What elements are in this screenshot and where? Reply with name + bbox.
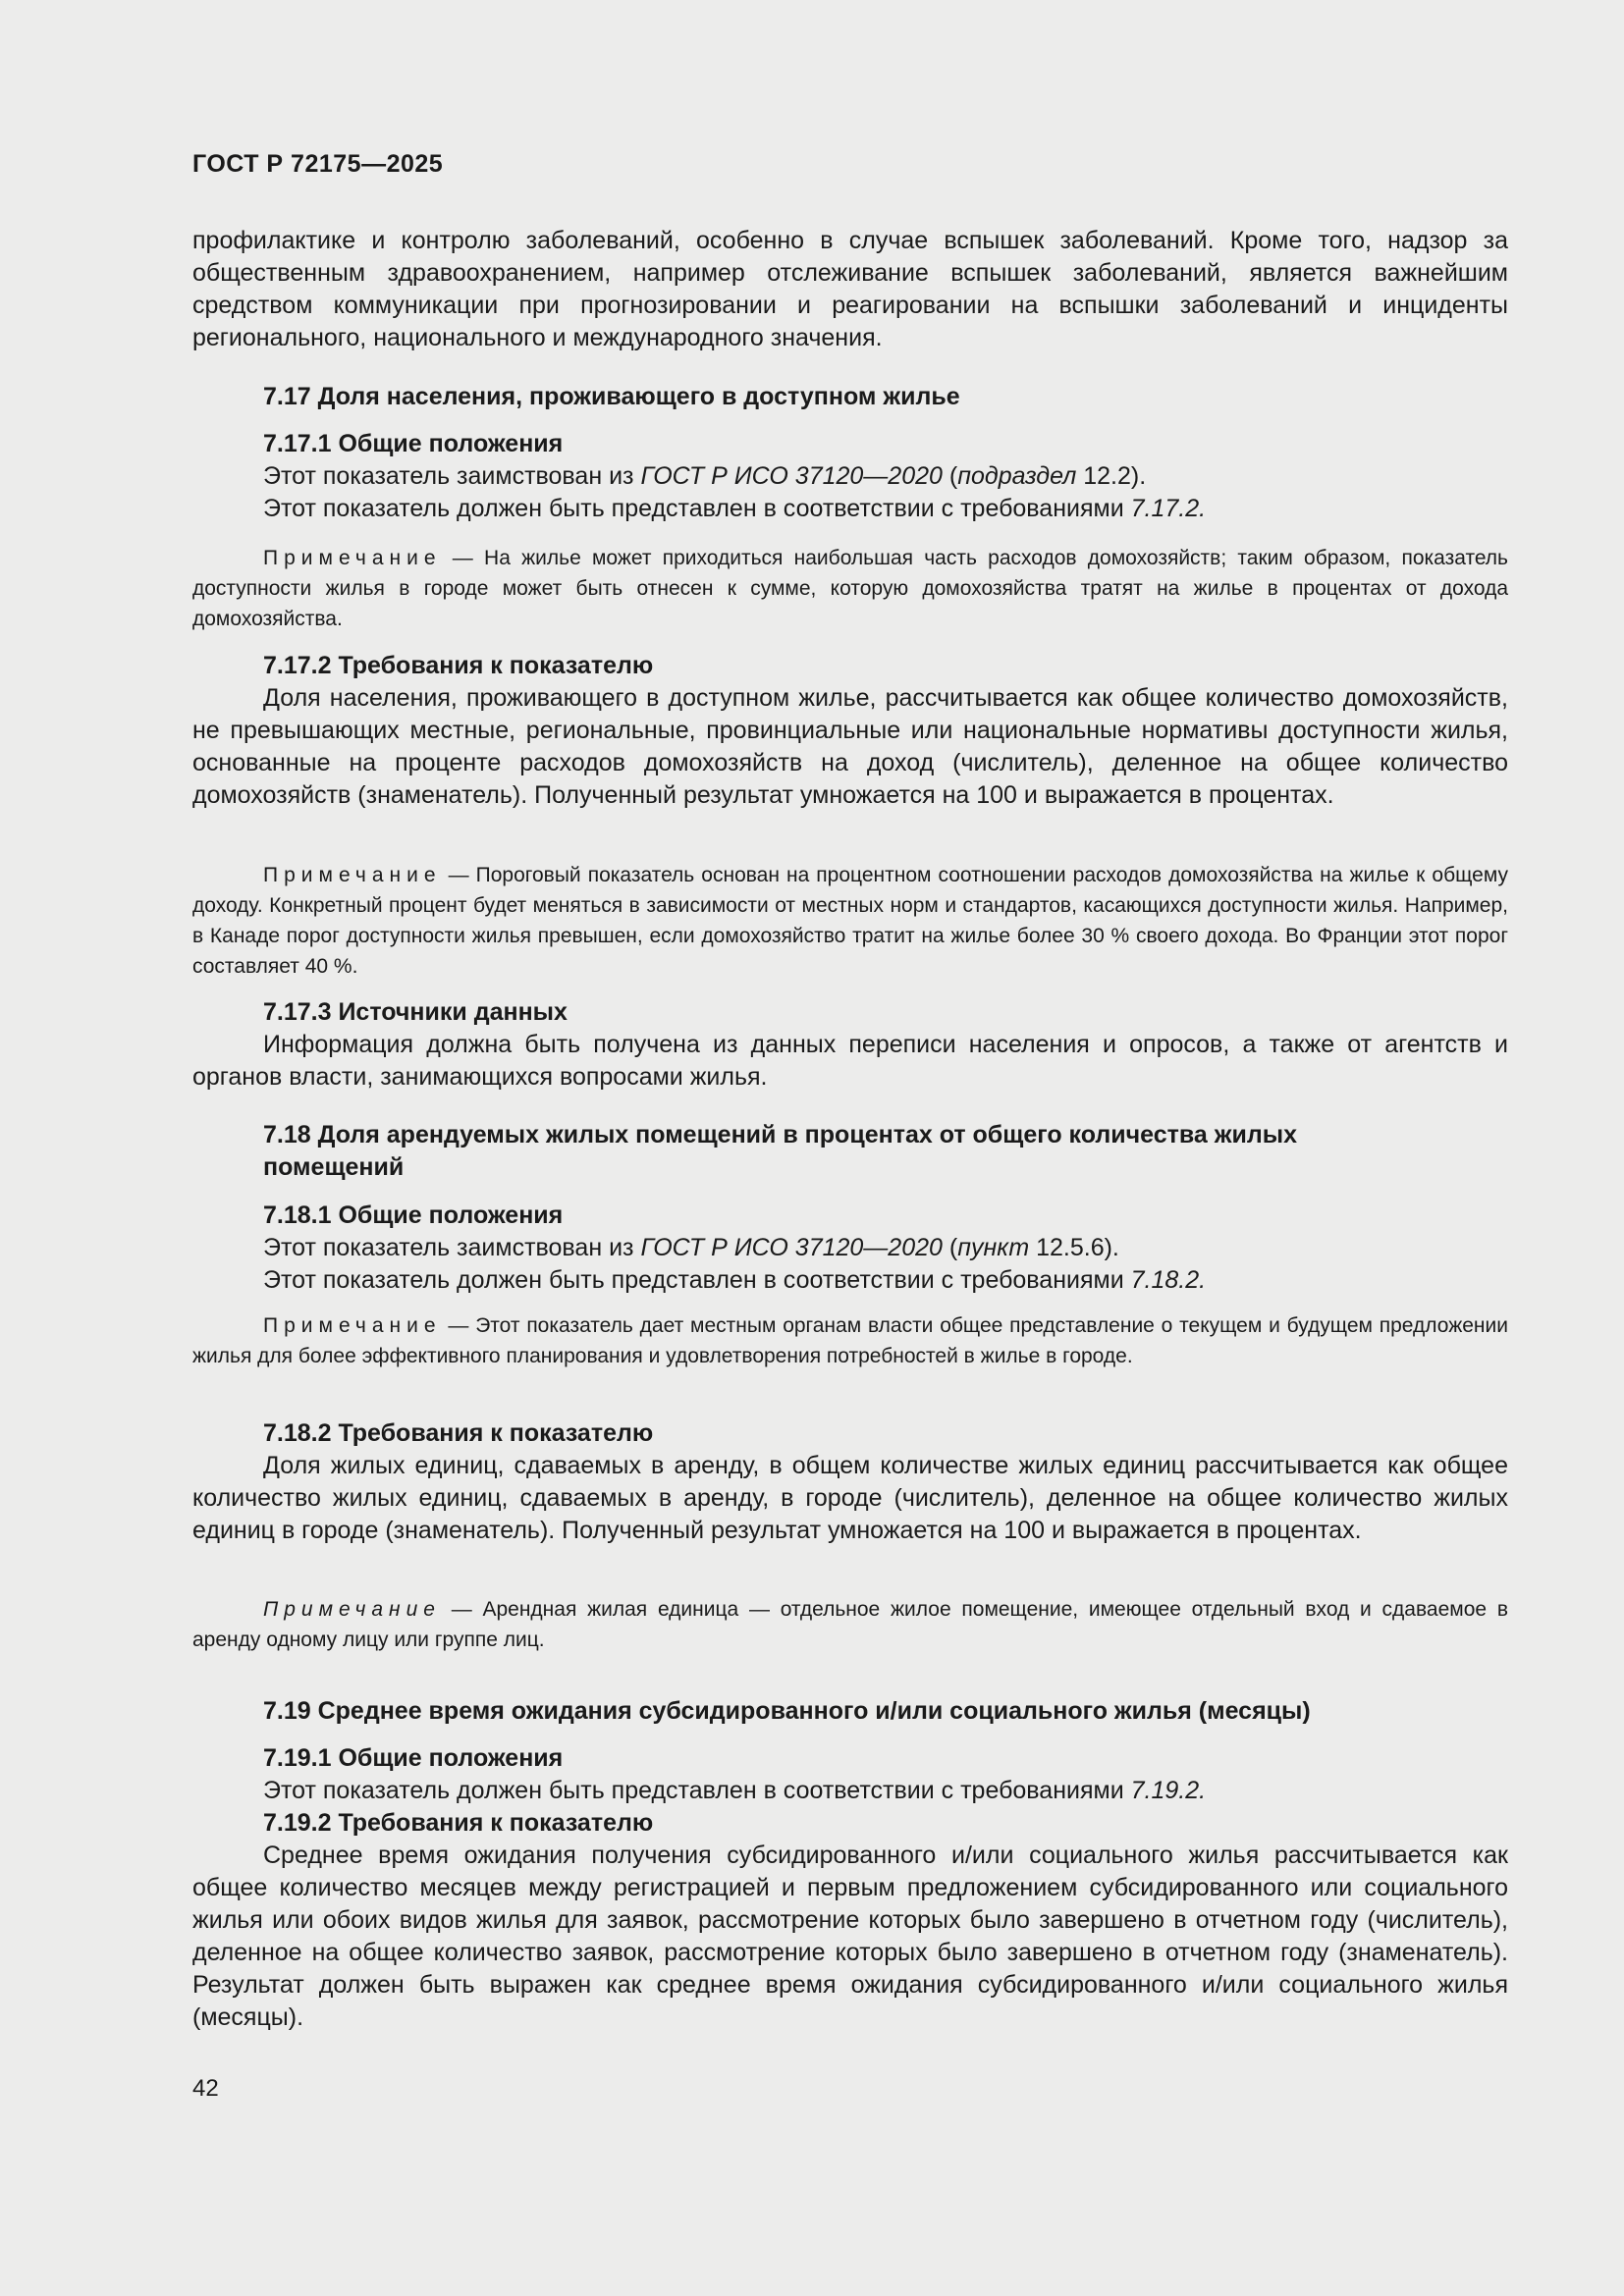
- subsection-title: 7.17.1 Общие положения: [263, 430, 564, 457]
- note-text: Примечание — На жилье может приходиться наибольшая часть расходов домохозяйств; таким образом, показатель доступности жилья в городе может быть отнесен к сумме, которую домохозяйства тратят на жилье в процентах от дохода домохозяйства.: [192, 547, 1508, 630]
- subsection-7-17-1: [192, 428, 1508, 525]
- subsection-title: 7.19.1 Общие положения: [263, 1744, 564, 1772]
- source-line: Этот показатель заимствован из ГОСТ Р ИСО 37120—2020 (подраздел 12.2).: [263, 462, 1147, 490]
- standard-reference: ГОСТ Р ИСО 37120—2020: [640, 462, 943, 490]
- requirement-text: Среднее время ожидания получения субсидированного и/или социального жилья рассчитывается как общее количество месяцев между регистрацией и первым предложением субсидированного или социального жилья или обоих видов жилья для заявок, рассмотрение которых было завершено в отчетном году (числитель), деленное на общее количество заявок, рассмотрение которых было завершено в отчетном году (знаменатель). Результат должен быть выражен как среднее время ожидания субсидированного и/или социального жилья (месяцы).: [192, 1842, 1508, 2031]
- section-7-18: [192, 1119, 1508, 1184]
- note-7-18-1: [192, 1310, 1508, 1371]
- subsection-title: 7.19.2 Требования к показателю: [263, 1809, 654, 1837]
- requirement-text: Доля населения, проживающего в доступном жилье, рассчитывается как общее количество домохозяйств, не превышающих местные, региональные, провинциальные или национальные нормативы доступности жилья, основанные на проценте расходов домохозяйств на доход (числитель), деленное на общее количество домохозяйств (знаменатель). Полученный результат умножается на 100 и выражается в процентах.: [192, 684, 1508, 809]
- clause-reference: 7.19.2.: [1130, 1777, 1207, 1804]
- subsection-title: 7.17.3 Источники данных: [263, 998, 568, 1026]
- requirement-line: Этот показатель должен быть представлен в соответствии с требованиями 7.18.2.: [263, 1266, 1207, 1294]
- requirement-line: Этот показатель должен быть представлен в соответствии с требованиями 7.19.2.: [263, 1777, 1207, 1804]
- note-7-17-1: [192, 543, 1508, 634]
- section-title: 7.19 Среднее время ожидания субсидированного и/или социального жилья (месяцы): [263, 1697, 1311, 1725]
- subsection-7-17-2: [192, 650, 1508, 812]
- note-7-18-2: [192, 1594, 1508, 1655]
- intro-text: профилактике и контролю заболеваний, особенно в случае вспышек заболеваний. Кроме того, надзор за общественным здравоохранением, например отслеживание вспышек заболеваний, является важнейшим средством коммуникации при прогнозировании и реагировании на вспышки заболеваний и инциденты регионального, национального и международного значения.: [192, 227, 1508, 351]
- requirement-line: Этот показатель должен быть представлен в соответствии с требованиями 7.17.2.: [263, 495, 1207, 522]
- note-label: Примечание: [263, 864, 442, 886]
- subsection-7-19: [192, 1742, 1508, 2034]
- note-7-17-2: [192, 860, 1508, 982]
- document-header: ГОСТ Р 72175—2025: [192, 150, 444, 178]
- section-title: 7.17 Доля населения, проживающего в доступном жилье: [263, 383, 960, 410]
- subsection-7-18-1: [192, 1200, 1508, 1297]
- data-sources-text: Информация должна быть получена из данных переписи населения и опросов, а также от агентств и органов власти, занимающихся вопросами жилья.: [192, 1031, 1508, 1091]
- section-title-line-1: 7.18 Доля арендуемых жилых помещений в процентах от общего количества жилых: [263, 1121, 1297, 1148]
- note-text: Примечание — Пороговый показатель основан на процентном соотношении расходов домохозяйства на жилье к общему доходу. Конкретный процент будет меняться в зависимости от местных норм и стандартов, касающихся доступности жилья. Например, в Канаде порог доступности жилья превышен, если домохозяйство тратит на жилье более 30 % своего дохода. Во Франции этот порог составляет 40 %.: [192, 864, 1508, 978]
- note-label: Примечание: [263, 1314, 442, 1337]
- subsection-title: 7.18.2 Требования к показателю: [263, 1419, 654, 1447]
- clause-reference: 7.17.2.: [1130, 495, 1207, 522]
- subsection-7-18-2: [192, 1417, 1508, 1547]
- intro-paragraph: [192, 225, 1508, 354]
- note-label: Примечание: [263, 547, 442, 569]
- subsection-title: 7.18.1 Общие положения: [263, 1201, 564, 1229]
- standard-reference: ГОСТ Р ИСО 37120—2020: [640, 1234, 943, 1261]
- note-text: Примечание — Этот показатель дает местным органам власти общее представление о текущем и будущем предложении жилья для более эффективного планирования и удовлетворения потребностей в жилье в городе.: [192, 1314, 1508, 1367]
- subsection-title: 7.17.2 Требования к показателю: [263, 652, 654, 679]
- page-number: 42: [192, 2075, 219, 2102]
- section-7-19: [192, 1695, 1508, 1728]
- requirement-text: Доля жилых единиц, сдаваемых в аренду, в общем количестве жилых единиц рассчитывается как общее количество жилых единиц, сдаваемых в аренду, в городе (числитель), деленное на общее количество жилых единиц в городе (знаменатель). Полученный результат умножается на 100 и выражается в процентах.: [192, 1452, 1508, 1544]
- note-label: Примечание: [263, 1598, 441, 1621]
- clause-reference: 7.18.2.: [1130, 1266, 1207, 1294]
- subsection-7-17-3: [192, 996, 1508, 1094]
- source-line: Этот показатель заимствован из ГОСТ Р ИСО 37120—2020 (пункт 12.5.6).: [263, 1234, 1119, 1261]
- section-title-line-2: помещений: [263, 1153, 405, 1181]
- section-7-17: [192, 381, 1508, 413]
- note-text: Примечание — Арендная жилая единица — отдельное жилое помещение, имеющее отдельный вход и сдаваемое в аренду одному лицу или группе лиц.: [192, 1598, 1508, 1651]
